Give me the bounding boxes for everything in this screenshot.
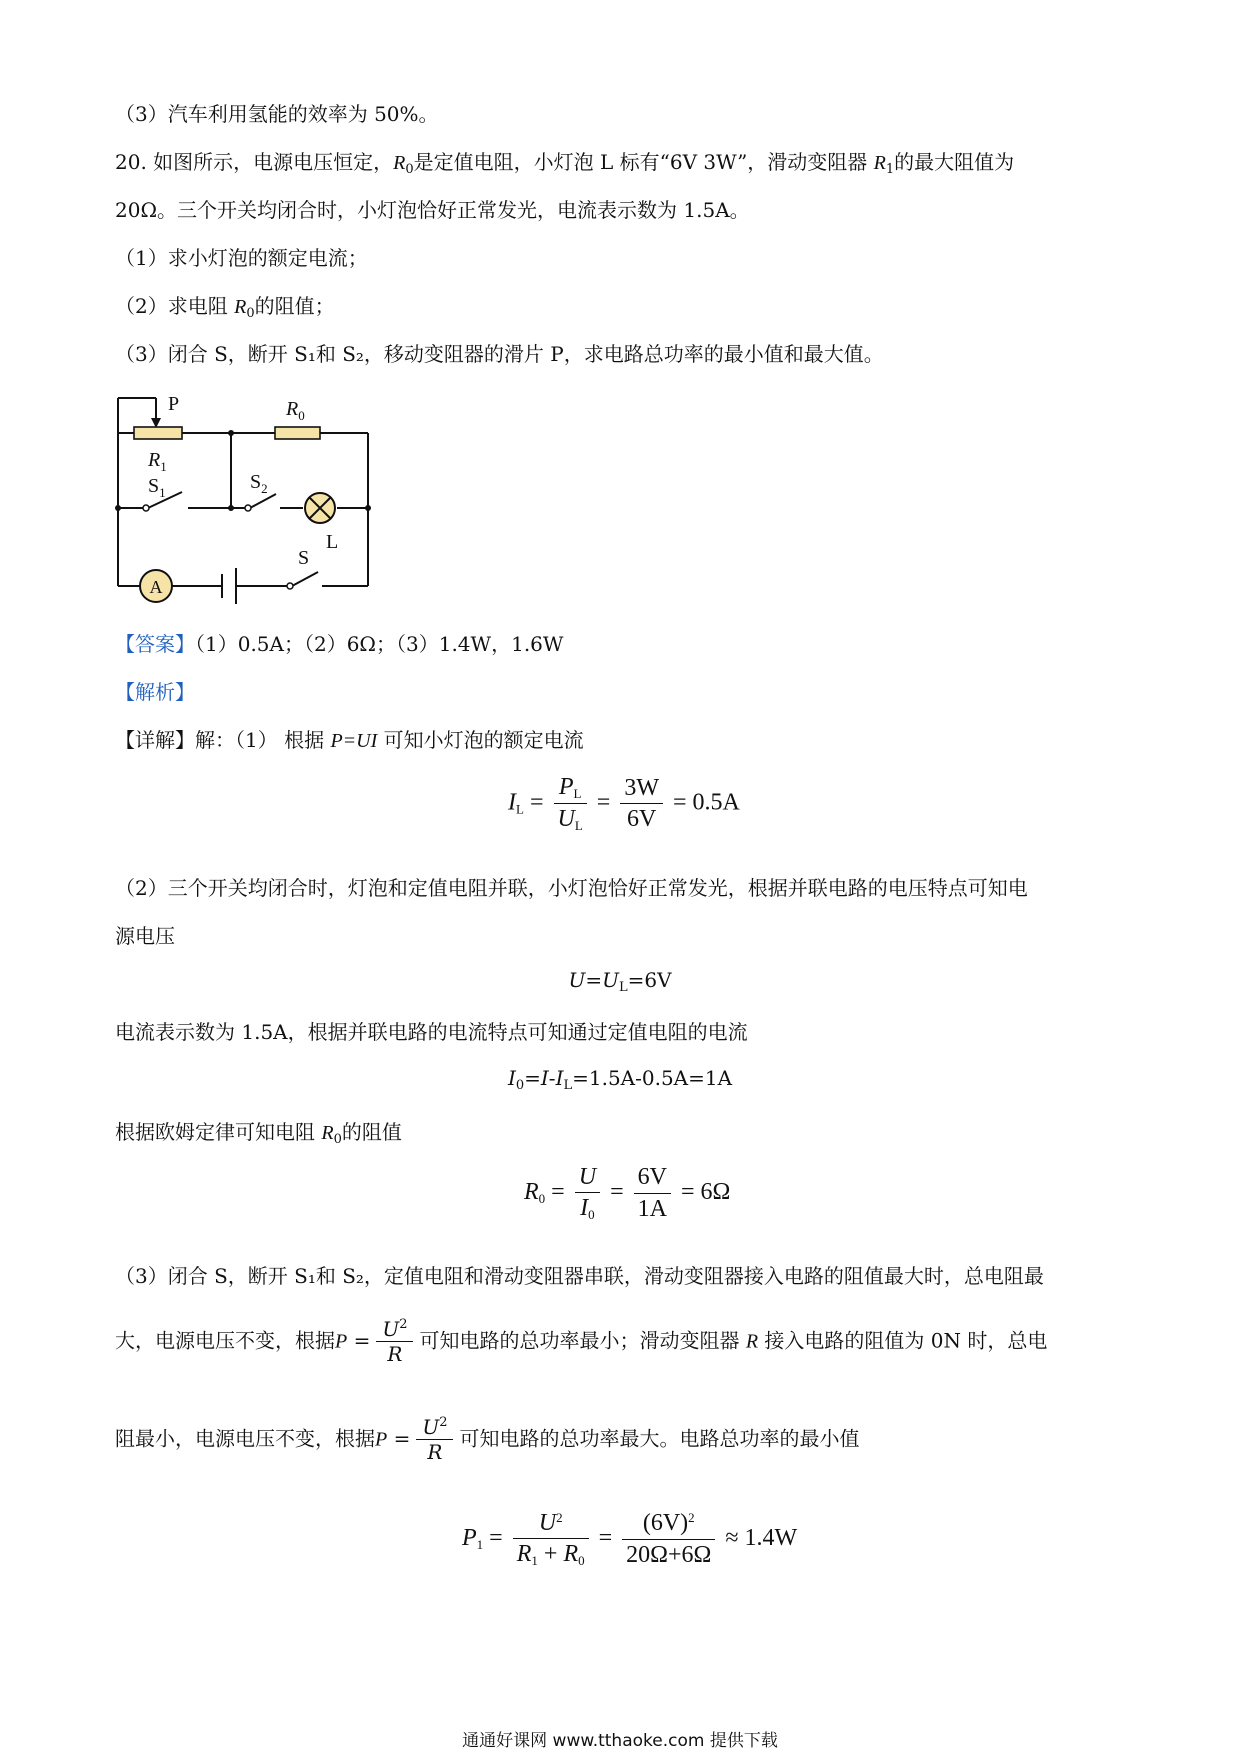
detail-line-2: （2）三个开关均闭合时，灯泡和定值电阻并联，小灯泡恰好正常发光，根据并联电路的电压特点可知电 bbox=[115, 876, 1028, 900]
answer-line bbox=[115, 628, 563, 657]
question-20-line1: 20. 如图所示，电源电压恒定，$R_0$是定值电阻，小灯泡 L 标有“6V 3W”，滑动变阻器 $R_1$的最大阻值为 bbox=[115, 150, 1015, 177]
s1-label: $S_1$ bbox=[148, 475, 166, 500]
r1-label: $R_1$ bbox=[148, 449, 167, 474]
slider-label: P bbox=[168, 393, 180, 415]
detail-line-1 bbox=[115, 724, 584, 753]
equation-il: $I_L$ = $\frac{P_L}{U_L}$ = $\frac{3W}{6V}$ = 0.5A bbox=[508, 774, 740, 834]
question-20-line2: 20Ω。三个开关均闭合时，小灯泡恰好正常发光，电流表示数为 1.5A。 bbox=[115, 198, 750, 222]
answer-tag: 【答案】 bbox=[115, 632, 195, 656]
footer-watermark: 通通好课网 www.tthaoke.com 提供下载 bbox=[462, 1731, 778, 1751]
detail-text: 可知电路的总功率最小；滑动变阻器 bbox=[419, 1328, 746, 1353]
il-denominator: 6V bbox=[627, 806, 657, 833]
detail-text: 根据欧姆定律可知电阻 bbox=[115, 1120, 322, 1144]
detail-line-6: 大，电源电压不变，根据P = $\frac{U^2}{R}$ 可知电路的总功率最小；滑动变阻器 R 接入电路的阻值为 0N 时，总电 bbox=[115, 1317, 1048, 1366]
sub-question-1: （1）求小灯泡的额定电流； bbox=[115, 246, 368, 270]
detail-line-2b: 源电压 bbox=[115, 924, 175, 948]
answer-text: （1）0.5A；（2）6Ω；（3）1.4W，1.6W bbox=[195, 632, 564, 656]
ammeter-icon bbox=[140, 570, 172, 602]
r0-label: $R_0$ bbox=[286, 398, 305, 423]
question-text: 的最大阻值为 bbox=[894, 150, 1015, 174]
detail-text: 大，电源电压不变，根据 bbox=[115, 1328, 335, 1353]
power-fraction: $\frac{U^2}{R}$ bbox=[416, 1416, 453, 1464]
detail-line-5: （3）闭合 S，断开 S₁和 S₂，定值电阻和滑动变阻器串联，滑动变阻器接入电路的阻值最大时，总电阻最 bbox=[115, 1264, 1044, 1288]
ammeter-label: A bbox=[149, 577, 163, 597]
analysis-line bbox=[115, 676, 195, 705]
text-line-efficiency: （3）汽车利用氢能的效率为 50%。 bbox=[115, 102, 439, 126]
analysis-tag: 【解析】 bbox=[115, 680, 195, 704]
detail-tag: 【详解】 bbox=[115, 728, 195, 752]
detail-text: 可知小灯泡的额定电流 bbox=[377, 728, 584, 752]
detail-text: 接入电路的阻值为 0N 时，总电 bbox=[758, 1328, 1048, 1353]
il-result: = 0.5A bbox=[673, 789, 740, 816]
formula-p-ui: P=UI bbox=[330, 730, 378, 752]
detail-text: 的阻值 bbox=[341, 1120, 402, 1144]
equation-u: $U=U_L=6V$ bbox=[568, 968, 672, 995]
il-numerator: 3W bbox=[620, 775, 663, 804]
detail-text: 可知电路的总功率最大。电路总功率的最小值 bbox=[459, 1426, 860, 1451]
detail-line-4: 根据欧姆定律可知电阻 $R_0$的阻值 bbox=[115, 1120, 402, 1147]
sub-question-text: （2）求电阻 bbox=[115, 294, 235, 318]
lamp-label: L bbox=[326, 531, 339, 553]
battery-icon bbox=[222, 568, 236, 604]
power-fraction: $\frac{U^2}{R}$ bbox=[376, 1318, 413, 1366]
question-text: 是定值电阻，小灯泡 L 标有“6V 3W”，滑动变阻器 bbox=[413, 150, 874, 174]
p1-denominator: 20Ω+6Ω bbox=[626, 1541, 712, 1568]
r0-denominator: 1A bbox=[637, 1195, 667, 1222]
detail-text: 解：（1） 根据 bbox=[195, 728, 331, 752]
circuit-diagram bbox=[108, 388, 398, 612]
sub-question-text: 的阻值； bbox=[254, 294, 335, 318]
question-number: 20. bbox=[115, 150, 147, 174]
r0-result: = 6Ω bbox=[680, 1178, 731, 1205]
p1-numerator: (6V) bbox=[642, 1510, 689, 1537]
equation-p1: $P_1$ = $\frac{U^2}{R_1 + R_0}$ = $\frac{(6V)^2}{20\Omega+6\Omega}$ ≈ 1.4W bbox=[462, 1510, 798, 1569]
detail-line-7: 阻最小，电源电压不变，根据P = $\frac{U^2}{R}$ 可知电路的总功率最大。电路总功率的最小值 bbox=[115, 1415, 860, 1464]
sub-question-3: （3）闭合 S，断开 S₁和 S₂，移动变阻器的滑片 P，求电路总功率的最小值和最大值。 bbox=[115, 342, 884, 366]
r0-numerator: 6V bbox=[634, 1164, 671, 1193]
detail-line-3: 电流表示数为 1.5A，根据并联电路的电流特点可知通过定值电阻的电流 bbox=[115, 1020, 748, 1044]
equation-r0: $R_0$ = $\frac{U}{I_0}$ = $\frac{6V}{1A}$ = 6Ω bbox=[524, 1164, 731, 1223]
sub-question-2: （2）求电阻 $R_0$的阻值； bbox=[115, 294, 335, 321]
s2-label: $S_2$ bbox=[250, 471, 268, 496]
lamp-icon bbox=[305, 493, 335, 523]
p1-result: ≈ 1.4W bbox=[725, 1524, 798, 1551]
question-text: 如图所示，电源电压恒定， bbox=[146, 150, 394, 174]
equation-i0: $I_0=I-I_L=1.5A-0.5A=1A$ bbox=[507, 1066, 733, 1093]
s-label: S bbox=[298, 547, 310, 569]
detail-text: 阻最小，电源电压不变，根据 bbox=[115, 1426, 375, 1451]
